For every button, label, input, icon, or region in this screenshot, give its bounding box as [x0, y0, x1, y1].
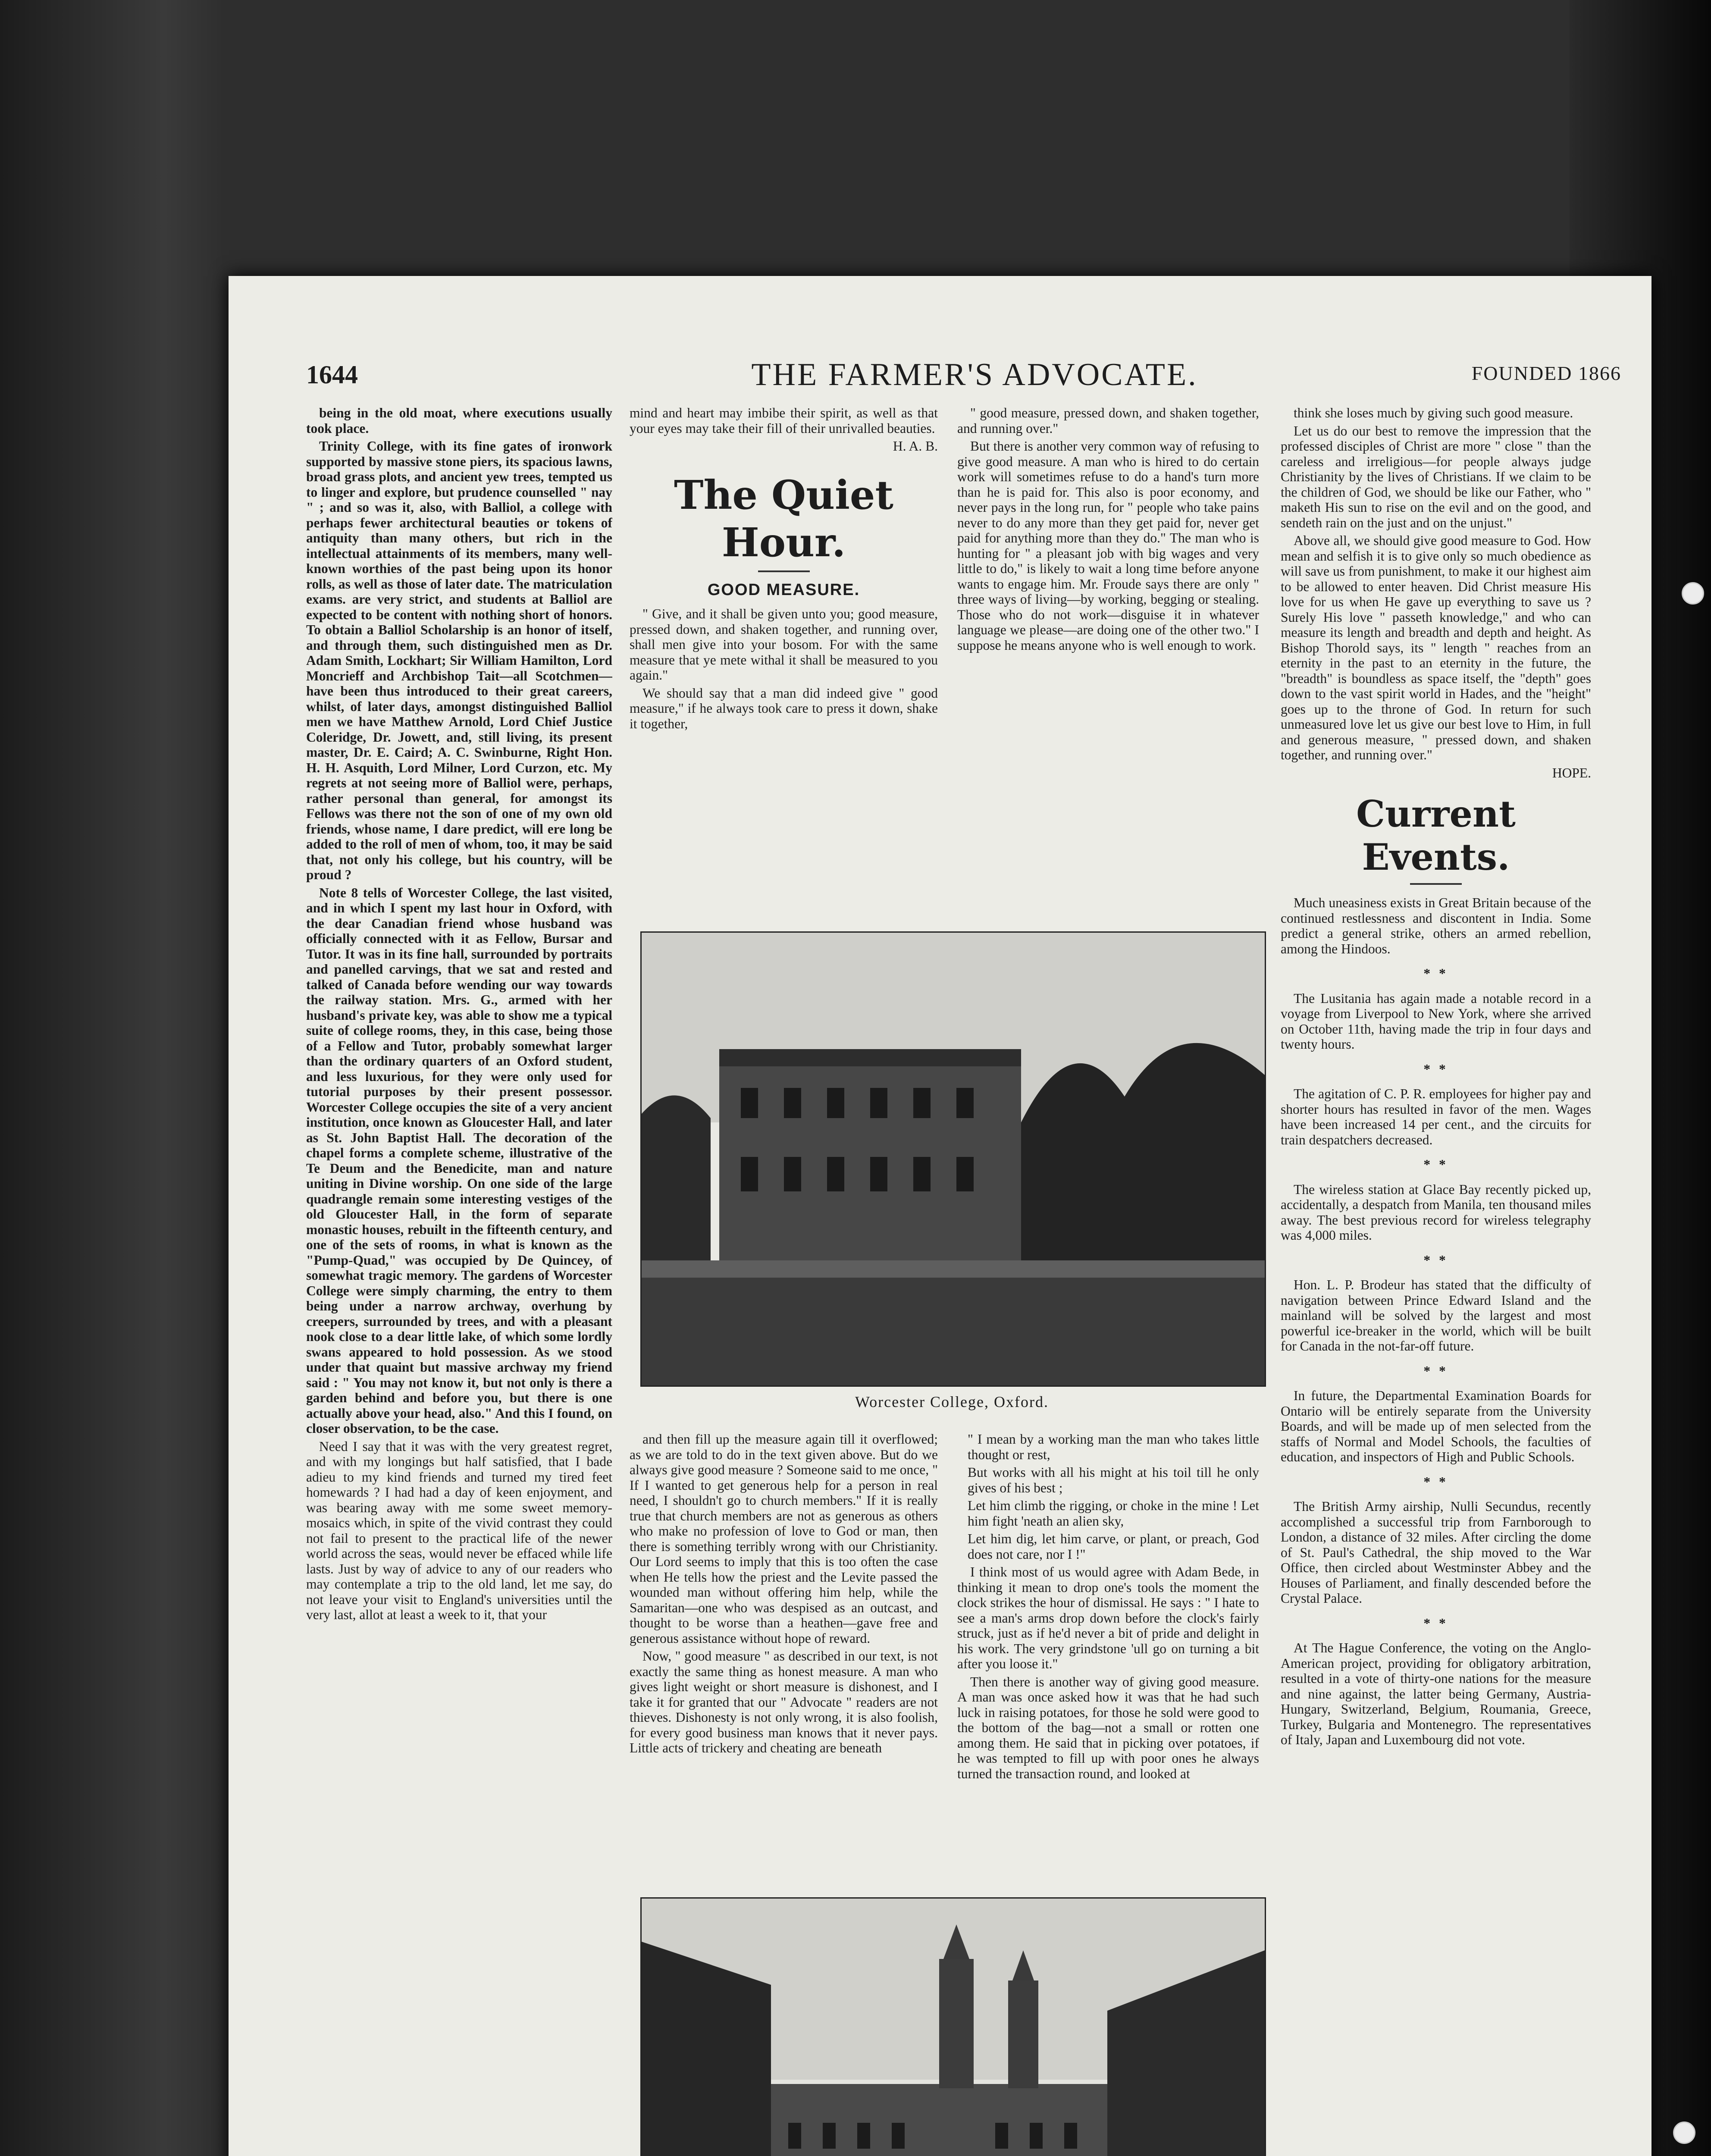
scripture-quote: " Give, and it shall be given unto you; good measure, pressed down, and shaken together, and running over, shall men give into your bosom. For with the same measure that ye mete withal it shall be measured to you again." — [630, 606, 938, 683]
news-item: Much uneasiness exists in Great Britain because of the continued restlessness and discontent in India. Some predict a general strike, others an armed rebellion, among the Hindoos. — [1281, 895, 1591, 956]
quiet-hour-paragraph: We should say that a man did indeed give " good measure," if he always took care to press it down, shake it together, — [630, 685, 938, 731]
item-separator: * * — [1423, 1252, 1448, 1268]
newspaper-page — [229, 276, 1651, 2156]
worcester-college-photo — [640, 931, 1266, 1387]
paragraph: I think most of us would agree with Adam Bede, in thinking it mean to drop one's tools the moment the clock strikes the hour of dismissal. He says : " I hate to see a man's arms drop down before the clock's fairly struck, just as if he'd never a bit of pride and delight in his work. The very grindstone 'ull go on turning a bit after you loose it." — [957, 1564, 1259, 1671]
item-separator: * * — [1423, 1363, 1448, 1379]
paragraph: being in the old moat, where executions usually took place. — [306, 405, 612, 436]
binding-hole-top — [1682, 582, 1704, 605]
quiet-hour-heading: The Quiet Hour. — [674, 471, 893, 566]
binding-hole-bottom — [1673, 2122, 1695, 2144]
paragraph: " good measure, pressed down, and shaken together, and running over." — [957, 405, 1259, 436]
news-item: In future, the Departmental Examination Boards for Ontario will be entirely separate from the University Boards, and will be made up of men selected from the staffs of Normal and Model Schools, the faculties of education, and inspectors of High and Public Schools. — [1281, 1388, 1591, 1464]
column-2-top — [630, 405, 938, 992]
verse-line: " I mean by a working man the man who takes little thought or rest, — [968, 1432, 1259, 1462]
paragraph: But there is another very common way of refusing to give good measure. A man who is hired to do certain work will sometimes refuse to do a hand's turn more than he is paid for. This also is poor economy, and never pays in the long run, for " people who take pains never to do any more than they get paid for, never get paid for anything more than they do." The man who is hunting for " a pleasant job with big wages and very little to do," is likely to wait a long time before anyone wants to engage him. Mr. Froude says there are only " three ways of living—by working, begging or stealing. Those who do not work—disguise it in whatever language we please—are doing one of the other two." I suppose he means anyone who is well enough to work. — [957, 439, 1259, 653]
paragraph: Trinity College, with its fine gates of ironwork supported by massive stone piers, its spacious lawns, broad grass plots, and ancient yew trees, tempted us to linger and explore, but prudence counselled " nay " ; and so was it, also, with Balliol, a college with perhaps fewer architectural beauties or tokens of antiquity than many others, but rich in the intellectual attainments of its members, many well-known worthies of the past being upon its honor rolls, as well as those of later date. The matriculation exams. are very strict, and students at Balliol are expected to be content with nothing short of honors. To obtain a Balliol Scholarship is an honor of itself, and through them, such distinguished men as Dr. Adam Smith, Lockhart; Sir William Hamilton, Lord Moncrieff and Archbishop Tait—all Scotchmen—have been thus introduced to their great careers, whilst, of later days, amongst distinguished Balliol men we have Matthew Arnold, Lord Chief Justice Coleridge, Dr. Jowett, and, still living, its present master, Dr. E. Caird; A. C. Swinburne, Right Hon. H. H. Asquith, Lord Milner, Lord Curzon, etc. My regrets at not seeing more of Balliol were, perhaps, rather personal than general, for amongst its Fellows was there not the son of one of my own old friends, whose name, I dare predict, will ere long be added to the roll of men of whom, too, it may be said that, not only his college, but his country, will be proud ? — [306, 439, 612, 882]
publication-title: THE FARMER'S ADVOCATE. — [751, 357, 1198, 392]
news-item: The wireless station at Glace Bay recently picked up, accidentally, a despatch from Manila, ten thousand miles away. The best previous record for wireless telegraphy was 4,000 miles. — [1281, 1181, 1591, 1243]
paragraph: think she loses much by giving such good measure. — [1294, 405, 1573, 420]
paragraph: Let us do our best to remove the impression that the professed disciples of Christ are more " close " than the careless and irreligious—for people always judge Christianity by the lives of Christians. If we claim to be the children of God, we should be like our Father, who " maketh His sun to rise on the evil and on the good, and sendeth rain on the just and on the unjust." — [1281, 423, 1591, 530]
item-separator: * * — [1423, 1061, 1448, 1077]
column-3-top — [957, 405, 1259, 897]
column-3-middle — [957, 1432, 1259, 1889]
paragraph: Need I say that it was with the very greatest regret, and with my longings but half satisfied, that I bade adieu to my kind friends and turned my tired feet homewards ? I had had a day of keen enjoyment, and was bearing away with me some sweet memory-mosaics which, in spite of the vivid contrast they could not fail to present to the practical life of the newer world across the seas, would never be effaced while life lasts. Just by way of advice to any of our readers who may contemplate a trip to the old land, let me say, do not leave your visit to England's universities until the very last, allot at least a week to it, that your — [306, 1438, 612, 1622]
item-separator: * * — [1423, 1157, 1448, 1172]
item-separator: * * — [1423, 1615, 1448, 1631]
news-item: Hon. L. P. Brodeur has stated that the difficulty of navigation between Prince Edward Island and the mainland will be solved by the largest and most powerful ice-breaker in the world, which will be built for Canada in the not-far-off future. — [1281, 1277, 1591, 1354]
column-2-middle — [630, 1432, 938, 1889]
news-item: The British Army airship, Nulli Secundus, recently accomplished a successful trip from Farnborough to London, a distance of 32 miles. After circling the dome of St. Paul's Cathedral, the ship moved to the War Office, then circled about Westminster Abbey and the Houses of Parliament, and finally descended before the Crystal Palace. — [1281, 1499, 1591, 1606]
item-separator: * * — [1423, 1474, 1448, 1489]
heading-rule — [758, 570, 810, 572]
current-events-heading: Current Events. — [1356, 793, 1516, 878]
worcester-caption: Worcester College, Oxford. — [855, 1393, 1049, 1410]
paragraph: and then fill up the measure again till it overflowed; as we are told to do in the text given above. But do we always give good measure ? Someone said to me once, " If I wanted to get generous help for a person in real need, I shouldn't go to church members." If it is really true that church members are not as generous as others who make no profession of love to God or man, then there is something terribly wrong with our Christianity. Our Lord seems to imply that this is too often the case when He tells how the priest and the Levite passed the wounded man without offering him help, while the Samaritan—one who was despised as an outcast, and thought to be worse than a heathen—gave free and generous assistance without hope of reward. — [630, 1432, 938, 1646]
heading-rule — [1410, 883, 1462, 885]
paragraph: Note 8 tells of Worcester College, the last visited, and in which I spent my last hour in Oxford, with the dear Canadian friend whose husband was officially connected with it as Fellow, Bursar and Tutor. It was in its fine hall, surrounded by portraits and panelled carvings, that we sat and rested and talked of Canada before wending our way towards the railway station. Mrs. G., armed with her husband's private key, was able to show me a typical suite of college rooms, they, in this case, being those of a Fellow and Tutor, probably somewhat larger than the ordinary quarters of an Oxford student, and less luxurious, for they were only used for tutorial purposes by their present possessor. Worcester College occupies the site of a very ancient institution, once known as Gloucester Hall, and later as St. John Baptist Hall. The decoration of the chapel forms a complete scheme, illustrative of the Te Deum and the Benedicite, man and nature uniting in Divine worship. On one side of the large quadrangle remain some interesting vestiges of the old Gloucester Hall, in the form of separate monastic houses, rebuilt in the fifteenth century, and one of the sets of rooms, in what is known as the "Pump-Quad," was occupied by De Quincey, of somewhat tragic memory. The gardens of Worcester College were simply charming, the entry to them being under a narrow archway, overhung by creepers, surrounded by trees, and with a pleasant nook close to a dear little lake, of which some lordly swans appeared to hold possession. As we stood under that quaint but massive archway my friend said : " You may not know it, but not only is there a garden behind and before you, but there is one actually above your head, also." And this I found, on closer observation, to be the case. — [306, 885, 612, 1436]
verse-line: Let him dig, let him carve, or plant, or preach, God does not care, nor I !" — [968, 1531, 1259, 1562]
news-item: At The Hague Conference, the voting on the Anglo-American project, providing for obligatory arbitration, resulted in a vote of thirty-one nations for the measure and nine against, the latter being Germany, Austria-Hungary, Switzerland, Belgium, Roumania, Greece, Turkey, Bulgaria and Montenegro. The representatives of Italy, Japan and Luxembourg did not vote. — [1281, 1640, 1591, 1747]
paragraph: Now, " good measure " as described in our text, is not exactly the same thing as honest measure. A man who gives light weight or short measure is dishonest, and I take it for granted that our " Advocate " readers are not thieves. Dishonesty is not only wrong, it is also foolish, for every good business man knows that it never pays. Little acts of trickery and cheating are beneath — [630, 1648, 938, 1755]
page-header — [306, 357, 1621, 395]
quiet-hour-subtitle: GOOD MEASURE. — [707, 580, 860, 599]
column-4 — [1281, 405, 1591, 2156]
news-item: The agitation of C. P. R. employees for higher pay and shorter hours has resulted in favor of the men. Wages have been increased 14 per cent., and the circuits for train despatchers decreased. — [1281, 1086, 1591, 1147]
founded-note: FOUNDED 1866 — [1471, 362, 1621, 384]
item-separator: * * — [1423, 966, 1448, 981]
article-signature: H. A. B. — [893, 439, 938, 454]
paragraph: Then there is another way of giving good measure. A man was once asked how it was that he had such luck in raising potatoes, for those he sold were good to the bottom of the bag—not a small or rotten one among them. He said that in picking over potatoes, if he was tempted to fill up with poor ones he always turned the transaction round, and looked at — [957, 1674, 1259, 1781]
page-number: 1644 — [306, 360, 358, 389]
new-college-photo — [640, 1897, 1266, 2156]
verse-line: But works with all his might at his toil till he only gives of his best ; — [968, 1465, 1259, 1495]
column-1-article — [306, 405, 612, 2156]
news-item: The Lusitania has again made a notable record in a voyage from Liverpool to New York, where she arrived on October 11th, having made the trip in four days and twenty hours. — [1281, 990, 1591, 1052]
verse-line: Let him climb the rigging, or choke in the mine ! Let him fight 'neath an alien sky, — [968, 1498, 1259, 1529]
hope-signature: HOPE. — [1552, 765, 1591, 780]
paragraph: Above all, we should give good measure to God. How mean and selfish it is to give only so much obedience as will save us from punishment, to make it our highest aim to be allowed to enter heaven. Did Christ measure His love for us when He gave up everything to save us ? Surely His love " passeth knowledge," and who can measure its length and breadth and depth and height. As Bishop Thorold says, its " length " reaches from an eternity in the past to an eternity in the future, the "breadth" is boundless as space itself, the "depth" goes down to the vast spirit world in Hades, and the "height" goes up to the throne of God. In return for such unmeasured love let us give our best love to Him, in full and generous measure, " pressed down, and shaken together, and running over." — [1281, 533, 1591, 762]
article-closing-text: mind and heart may imbibe their spirit, as well as that your eyes may take their fill of their unrivalled beauties. — [630, 405, 938, 436]
